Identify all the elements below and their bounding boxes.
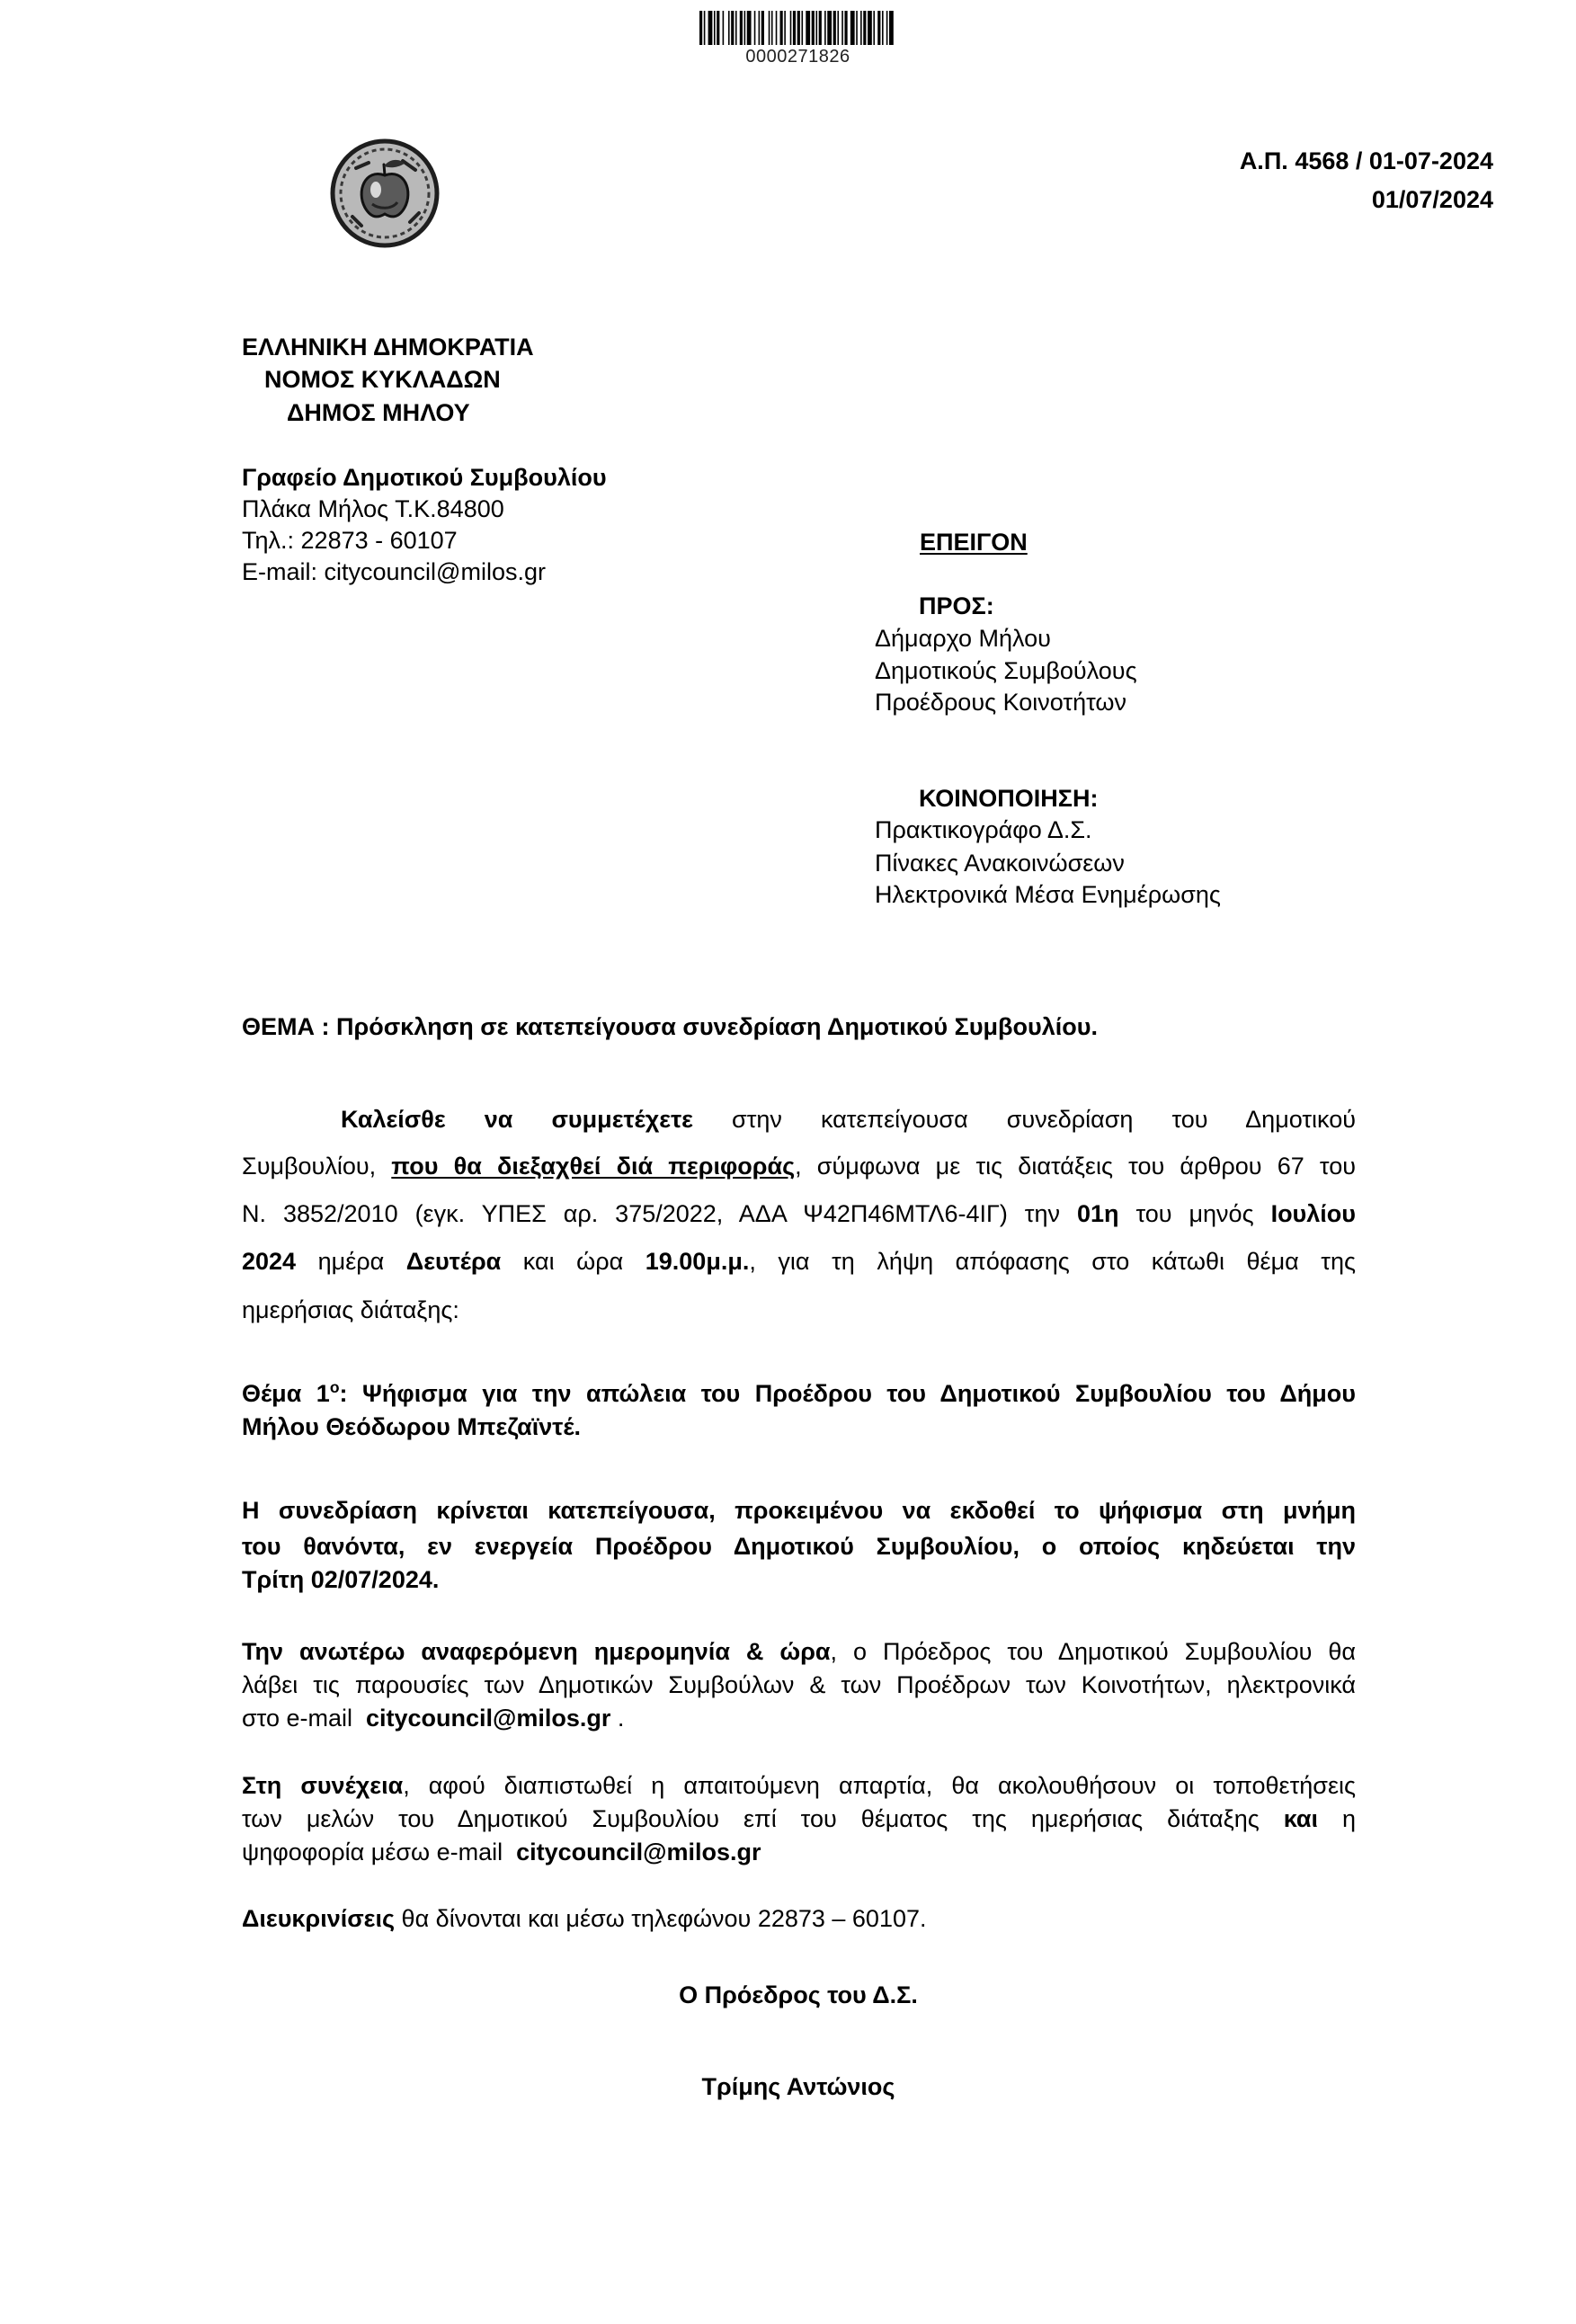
barcode-bar bbox=[873, 11, 875, 45]
agenda-item-number: Θέμα 1 bbox=[242, 1380, 330, 1407]
barcode-bar bbox=[708, 11, 713, 45]
barcode-bar bbox=[759, 11, 761, 45]
invitation-text: , σύμφωνα με τις διατάξεις του άρθρου 67 του bbox=[795, 1153, 1357, 1180]
procedure-emphasis: και bbox=[1283, 1805, 1318, 1832]
barcode-bar bbox=[806, 11, 810, 45]
barcode-bar bbox=[860, 11, 862, 45]
barcode-bar bbox=[797, 11, 800, 45]
invitation-line bbox=[242, 1198, 1356, 1230]
attendance-text: , ο Πρόεδρος του Δημοτικού Συμβουλίου θα bbox=[830, 1638, 1356, 1665]
notification-item: Πρακτικογράφο Δ.Σ. bbox=[875, 816, 1092, 843]
invitation-line bbox=[242, 1246, 1356, 1278]
invitation-line bbox=[341, 1104, 1356, 1135]
meeting-year: 2024 bbox=[242, 1248, 297, 1275]
urgency-label: ΕΠΕΙΓΟΝ bbox=[920, 529, 1028, 556]
barcode-bar bbox=[754, 11, 756, 45]
invitation-text: στην κατεπείγουσα συνεδρίαση του Δημοτικού bbox=[692, 1106, 1356, 1133]
urgency-reason-line: Η συνεδρίαση κρίνεται κατεπείγουσα, προκειμένου να εκδοθεί το ψήφισμα στη μνήμη bbox=[242, 1497, 1356, 1524]
invitation-text: Ν. 3852/2010 (εγκ. ΥΠΕΣ αρ. 375/2022, ΑΔΑ Ψ42Π46ΜΤΛ6-4ΙΓ) την bbox=[242, 1200, 1077, 1227]
meeting-day: 01η bbox=[1076, 1200, 1119, 1227]
protocol-number: Α.Π. 4568 / 01-07-2024 bbox=[1239, 147, 1493, 174]
invitation-emphasis: που θα διεξαχθεί διά περιφοράς bbox=[391, 1153, 796, 1180]
agenda-item-text: Μήλου Θεόδωρου Μπεζαϊντέ. bbox=[242, 1413, 582, 1440]
barcode-bar bbox=[761, 11, 764, 45]
header-country: ΕΛΛΗΝΙΚΗ ΔΗΜΟΚΡΑΤΙΑ bbox=[242, 334, 534, 361]
signatory-title: Ο Πρόεδρος του Δ.Σ. bbox=[679, 1981, 918, 2008]
procedure-text: των μελών του Δημοτικού Συμβουλίου επί του θέματος της ημερήσιας διάταξης bbox=[242, 1805, 1284, 1832]
barcode-bar bbox=[815, 11, 817, 45]
barcode-bar bbox=[856, 11, 858, 45]
recipient-item: Δήμαρχο Μήλου bbox=[875, 625, 1051, 652]
barcode-bar bbox=[747, 11, 752, 45]
barcode-bar bbox=[882, 11, 884, 45]
invitation-text: και ώρα bbox=[501, 1248, 646, 1275]
recipients-label: ΠΡΟΣ: bbox=[919, 592, 994, 619]
barcode-bar bbox=[841, 11, 843, 45]
procedure-text: , αφού διαπιστωθεί η απαιτούμενη απαρτία, θα ακολουθήσουν οι τοποθετήσεις bbox=[403, 1772, 1356, 1799]
procedure-line bbox=[242, 1803, 1356, 1835]
invitation-line bbox=[242, 1151, 1356, 1182]
barcode-bar bbox=[780, 11, 783, 45]
urgency-reason-line: του θανόντα, εν ενεργεία Προέδρου Δημοτικού Συμβουλίου, ο οποίος κηδεύεται την bbox=[242, 1533, 1356, 1560]
clarifications-line bbox=[242, 1903, 1356, 1935]
document-date: 01/07/2024 bbox=[1371, 186, 1493, 213]
office-phone: Τηλ.: 22873 - 60107 bbox=[242, 527, 458, 554]
barcode-bar bbox=[850, 11, 855, 45]
council-email: citycouncil@milos.gr bbox=[516, 1839, 761, 1865]
barcode-bar bbox=[731, 11, 734, 45]
clarifications-text: θα δίνονται και μέσω τηλεφώνου 22873 – 60107. bbox=[395, 1905, 927, 1932]
clarifications-lead: Διευκρινίσεις bbox=[242, 1905, 396, 1932]
recipient-item: Προέδρους Κοινοτήτων bbox=[875, 689, 1126, 716]
barcode-bar bbox=[714, 11, 716, 45]
barcode-bar bbox=[740, 11, 743, 45]
barcode-bar bbox=[771, 11, 773, 45]
attendance-lead: Την ανωτέρω αναφερόμενη ημερομηνία & ώρα bbox=[242, 1638, 831, 1665]
procedure-line bbox=[242, 1837, 1356, 1868]
meeting-weekday: Δευτέρα bbox=[405, 1248, 502, 1275]
attendance-line bbox=[242, 1636, 1356, 1668]
barcode-bar bbox=[801, 11, 803, 45]
barcode-bar bbox=[704, 11, 706, 45]
procedure-lead: Στη συνέχεια bbox=[242, 1772, 404, 1799]
barcode-bar bbox=[717, 11, 719, 45]
barcode-bar bbox=[744, 11, 746, 45]
recipient-item: Δημοτικούς Συμβούλους bbox=[875, 657, 1137, 684]
agenda-item-line bbox=[242, 1378, 1356, 1410]
barcode-bar bbox=[776, 11, 778, 45]
office-address: Πλάκα Μήλος Τ.Κ.84800 bbox=[242, 495, 504, 522]
barcode-bar bbox=[735, 11, 737, 45]
invitation-line bbox=[242, 1295, 1356, 1326]
barcode-bar bbox=[886, 11, 888, 45]
urgency-reason-line: Τρίτη 02/07/2024. bbox=[242, 1566, 440, 1593]
barcode-bar bbox=[723, 11, 725, 45]
header-municipality: ΔΗΜΟΣ ΜΗΛΟΥ bbox=[287, 399, 470, 426]
procedure-text: η bbox=[1318, 1805, 1356, 1832]
invitation-lead: Καλείσθε να συμμετέχετε bbox=[341, 1106, 693, 1133]
attendance-text: . bbox=[610, 1705, 625, 1732]
invitation-text: του μηνός bbox=[1118, 1200, 1271, 1227]
header-prefecture: ΝΟΜΟΣ ΚΥΚΛΑΔΩΝ bbox=[264, 366, 501, 393]
meeting-time: 19.00μ.μ. bbox=[645, 1248, 750, 1275]
procedure-line bbox=[242, 1770, 1356, 1802]
barcode-bar bbox=[790, 11, 792, 45]
notification-item: Ηλεκτρονικά Μέσα Ενημέρωσης bbox=[875, 881, 1221, 908]
office-email: E-mail: citycouncil@milos.gr bbox=[242, 558, 546, 585]
barcode-bar bbox=[824, 11, 826, 45]
attendance-line bbox=[242, 1703, 1356, 1734]
barcode-bar bbox=[863, 11, 866, 45]
barcode-bar bbox=[784, 11, 786, 45]
barcode-number: 0000271826 bbox=[745, 47, 850, 67]
notification-label: ΚΟΙΝΟΠΟΙΗΣΗ: bbox=[919, 785, 1099, 812]
milos-coin-logo bbox=[329, 138, 441, 249]
council-email: citycouncil@milos.gr bbox=[365, 1705, 611, 1732]
procedure-text: ψηφοφορία μέσω e-mail bbox=[242, 1839, 517, 1865]
meeting-month: Ιουλίου bbox=[1270, 1200, 1356, 1227]
attendance-text: λάβει τις παρουσίες των Δημοτικών Συμβούλων & των Προέδρων των Κοινοτήτων, ηλεκτρονικά bbox=[242, 1671, 1356, 1698]
agenda-item-line bbox=[242, 1411, 1356, 1443]
barcode-bar bbox=[833, 11, 836, 45]
barcode-bar bbox=[868, 11, 872, 45]
attendance-text: στο e-mail bbox=[242, 1705, 366, 1732]
ordinal-suffix: ο bbox=[329, 1378, 340, 1396]
barcode-bar bbox=[769, 11, 770, 45]
signatory-name: Τρίμης Αντώνιος bbox=[701, 2073, 895, 2100]
barcode-bar bbox=[877, 11, 880, 45]
agenda-item-text: : Ψήφισμα για την απώλεια του Προέδρου του Δημοτικού Συμβουλίου του Δήμου bbox=[339, 1380, 1356, 1407]
barcode-bar bbox=[844, 11, 847, 45]
barcode-bar bbox=[728, 11, 730, 45]
invitation-text: ημέρα bbox=[296, 1248, 406, 1275]
barcode bbox=[699, 11, 896, 45]
barcode-bar bbox=[812, 11, 815, 45]
barcode-bar bbox=[699, 11, 702, 45]
office-name: Γραφείο Δημοτικού Συμβουλίου bbox=[242, 464, 607, 491]
barcode-bar bbox=[889, 11, 894, 45]
invitation-text: , για τη λήψη απόφασης στο κάτωθι θέμα της bbox=[749, 1248, 1356, 1275]
barcode-bar bbox=[827, 11, 832, 45]
barcode-bar bbox=[837, 11, 839, 45]
subject-line: ΘΕΜΑ : Πρόσκληση σε κατεπείγουσα συνεδρίαση Δημοτικού Συμβουλίου. bbox=[242, 1013, 1098, 1040]
barcode-bar bbox=[793, 11, 796, 45]
notification-item: Πίνακες Ανακοινώσεων bbox=[875, 850, 1125, 877]
attendance-line bbox=[242, 1670, 1356, 1701]
barcode-bar bbox=[819, 11, 822, 45]
invitation-text: Συμβουλίου, bbox=[242, 1153, 392, 1180]
invitation-text: ημερήσιας διάταξης: bbox=[242, 1296, 459, 1323]
